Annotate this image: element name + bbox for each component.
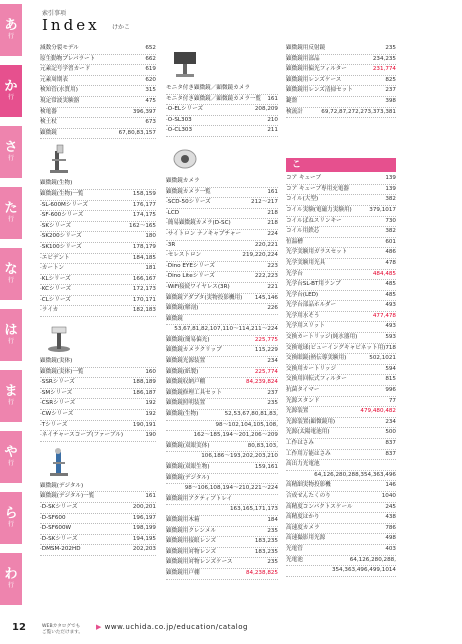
index-entry: ·SL-600Mシリーズ 176,177 xyxy=(40,201,156,212)
index-entry: 工作はさみ 837 xyxy=(286,439,396,450)
index-entry: ·SCD-50シリーズ 212〜217 xyxy=(166,198,278,209)
index-entry: 顕微鏡(生物) xyxy=(40,179,156,190)
index-entry: ·Dino Liteシリーズ 222,223 xyxy=(166,272,278,283)
index-entry: 光学用水そう 477,478 xyxy=(286,312,396,323)
index-entry-pages: 64,126,280,288,354,363,496 xyxy=(286,471,396,482)
index-entry: ·O-SL303 210 xyxy=(166,116,278,127)
index-entry: 顕微鏡(双眼生物) 159,161 xyxy=(166,463,278,474)
index-entry: 顕微鏡照明装置 235 xyxy=(166,399,278,410)
index-entry: 光源(太陽電池用) 500 xyxy=(286,428,396,439)
index-entry: 顕微鏡(紙製) 225,774 xyxy=(166,368,278,379)
index-entry-pages: 162〜185,194〜201,206〜209 xyxy=(166,431,278,442)
index-entry: 光学台 484,485 xyxy=(286,270,396,281)
index-entry: 顕微鏡 67,80,83,157 xyxy=(40,129,156,140)
index-entry: ·簡易顕微鏡カメラ(D-SC) 218 xyxy=(166,219,278,230)
index-entry: 交換用回転式フィルター 815 xyxy=(286,375,396,386)
index-entry: 顕微鏡用部品 234,235 xyxy=(286,55,396,66)
index-entry: 光源スタンド 77 xyxy=(286,397,396,408)
index-entry: 高速度カメラ 786 xyxy=(286,524,396,535)
index-entry: 高速撮影用光源 498 xyxy=(286,534,396,545)
index-entry: 顕微鏡用クレンメル 235 xyxy=(166,527,278,538)
index-entry: 抗菌タイマー 996 xyxy=(286,386,396,397)
index-entry: 光学用スリット 493 xyxy=(286,322,396,333)
index-entry: モニタ付き顕微鏡／顕微鏡カメラ一覧 161 xyxy=(166,95,278,106)
index-entry: 減数分裂モデル 652 xyxy=(40,44,156,55)
index-entry: ·Dino EYEシリーズ 223 xyxy=(166,262,278,273)
index-entry: ·CSRシリーズ 192 xyxy=(40,399,156,410)
index-entry: 光学実験用ガラスセット 486 xyxy=(286,248,396,259)
index-entry: 高出力光電池 xyxy=(286,460,396,471)
kana-tab-4[interactable]: な 行 xyxy=(0,248,22,300)
index-entry: 顕微鏡用レンズケース 825 xyxy=(286,76,396,87)
index-entry: ·D-SKシリーズ 200,201 xyxy=(40,503,156,514)
index-entry: ·WiFi接続ワイヤレス(3R) 221 xyxy=(166,283,278,294)
index-entry: 交換眼鏡(熱伝導実験用) 502,1021 xyxy=(286,354,396,365)
arrow-icon: ▶ xyxy=(96,623,102,631)
index-entry: 高精度はかり 438 xyxy=(286,513,396,524)
index-entry: ·DMSM-202HD 202,203 xyxy=(40,545,156,556)
microscope-biological-image xyxy=(44,143,74,175)
index-entry: ·CWシリーズ 192 xyxy=(40,410,156,421)
index-entry: 高精度コンパクトスケール 245 xyxy=(286,503,396,514)
index-entry: ·O-CL303 211 xyxy=(166,126,278,137)
index-entry: 元素周期表 620 xyxy=(40,76,156,87)
microscope-camera-image xyxy=(170,141,200,173)
index-entry: 検流計 69,72,87,272,273,373,381 xyxy=(286,108,396,119)
microscope-digital-image xyxy=(44,446,74,478)
index-entry: ·O-ELシリーズ 208,209 xyxy=(166,105,278,116)
index-entry-pages: 53,67,81,82,107,110〜114,211〜224 xyxy=(166,325,278,336)
product-image-placeholder xyxy=(290,122,320,154)
index-entry: 現定常波実験器 475 xyxy=(40,97,156,108)
index-entry: 顕微鏡(デジタル)一覧 161 xyxy=(40,492,156,503)
index-entry: 顕微鏡(実体)一覧 160 xyxy=(40,368,156,379)
index-entry: 交換カートリッジ(純水器用) 593 xyxy=(286,333,396,344)
index-entry: ·ライカ 182,183 xyxy=(40,306,156,317)
kana-tab-0[interactable]: あ 行 xyxy=(0,4,22,56)
index-entry: 顕微鏡用対物レンズ 183,235 xyxy=(166,548,278,559)
page-number: 12 xyxy=(12,622,26,633)
kana-tab-3[interactable]: た 行 xyxy=(0,187,22,239)
index-entry: 顕微鏡用反射鏡 235 xyxy=(286,44,396,55)
index-entry: ·サイトロン ナノキャプチャー 224 xyxy=(166,230,278,241)
footer-note: WEBカタログでも ご覧いただけます。 xyxy=(42,624,83,635)
index-entry: 顕微鏡用偏光フィルター 231,774 xyxy=(286,65,396,76)
index-entry: 顕微鏡用木箱 184 xyxy=(166,516,278,527)
index-entry: 顕微鏡用対物レンズケース 235 xyxy=(166,558,278,569)
index-entry: ·SF-600シリーズ 174,175 xyxy=(40,211,156,222)
kana-tab-7[interactable]: や 行 xyxy=(0,431,22,483)
index-entry: 顕微鏡用レンズ清掃セット 237 xyxy=(286,86,396,97)
index-entry: 光源装置(顕微鏡用) 234 xyxy=(286,418,396,429)
index-entry: ·3R 220,221 xyxy=(166,241,278,252)
index-entry: 顕微鏡アダプタ(実物投影機用) 145,146 xyxy=(166,294,278,305)
index-entry: ·SK100シリーズ 178,179 xyxy=(40,243,156,254)
index-entry: 顕微鏡用接眼レンズ 183,235 xyxy=(166,537,278,548)
index-entry-pages: 98〜102,104,105,108, xyxy=(166,421,278,432)
index-entry: ·SSRシリーズ 188,189 xyxy=(40,378,156,389)
index-entry: 光源装置 479,480,482 xyxy=(286,407,396,418)
index-entry: コイル(大型) 382 xyxy=(286,195,396,206)
index-entry: 顕微鏡収納戸棚 84,239,824 xyxy=(166,378,278,389)
index-entry: 光学台SL-BT用ランプ 485 xyxy=(286,280,396,291)
index-entry: 合成せんたくのり 1040 xyxy=(286,492,396,503)
index-entry: 顕微鏡(双眼実体) 80,83,103, xyxy=(166,442,278,453)
index-entry: 顕微鏡(生物) 52,53,67,80,81,83, xyxy=(166,410,278,421)
index-entry: 元素記号学習カード 619 xyxy=(40,65,156,76)
index-entry: コイル実験(電磁力実験用) 379,1017 xyxy=(286,206,396,217)
index-entry: 鍵盤 398 xyxy=(286,97,396,108)
index-entry: 顕微鏡用アクティブトレイ xyxy=(166,495,278,506)
index-entry: コイルばねスリンキー 730 xyxy=(286,217,396,228)
index-entry: 顕微鏡(デジタル) xyxy=(166,474,278,485)
index-entry: 顕微鏡(解剖) 226 xyxy=(166,304,278,315)
kana-tab-5[interactable]: は 行 xyxy=(0,309,22,361)
index-entry: 顕微鏡(生物)一覧 158,159 xyxy=(40,190,156,201)
index-entry: 工作用万能はさみ 837 xyxy=(286,450,396,461)
index-entry: 高精細実物投影機 146 xyxy=(286,481,396,492)
kana-tab-9[interactable]: わ 行 xyxy=(0,553,22,605)
index-entry: 顕微鏡カメラクリップ 115,229 xyxy=(166,346,278,357)
index-entry: 光学台部品ホルダー 493 xyxy=(286,301,396,312)
index-column-2 xyxy=(166,44,278,580)
monitor-microscope-image xyxy=(170,48,200,80)
index-entry: 光学台(LED) 485 xyxy=(286,291,396,302)
index-entry: 原生動物プレパラート 662 xyxy=(40,55,156,66)
index-entry: ·D-SF600W 198,199 xyxy=(40,524,156,535)
index-entry-pages: 106,186〜193,202,203,210 xyxy=(166,452,278,463)
index-entry: ·D-SF600 196,197 xyxy=(40,514,156,525)
index-column-1 xyxy=(40,44,156,556)
index-entry: コイル用鉄芯 382 xyxy=(286,227,396,238)
index-entry: ·KCシリーズ 172,173 xyxy=(40,285,156,296)
index-entry-pages: 163,165,171,173 xyxy=(166,505,278,516)
index-entry: 恒温槽 601 xyxy=(286,238,396,249)
index-entry: 検電器 396,397 xyxy=(40,108,156,119)
kana-tab-1[interactable]: か 行 xyxy=(0,65,22,117)
index-entry: ·エビデント 184,185 xyxy=(40,254,156,265)
index-entry: ·KLシリーズ 166,167 xyxy=(40,275,156,286)
index-entry: ·LCD 218 xyxy=(166,209,278,220)
index-entry: 顕微鏡修理工具セット 237 xyxy=(166,389,278,400)
microscope-stereo-image xyxy=(44,321,74,353)
index-entry: 顕微鏡カメラ xyxy=(166,177,278,188)
index-entry-pages: 98〜106,108,194〜210,221〜224 xyxy=(166,484,278,495)
index-entry: 顕微鏡(デジタル) xyxy=(40,482,156,493)
kana-tab-2[interactable]: さ 行 xyxy=(0,126,22,178)
index-entry: ·カートン 181 xyxy=(40,264,156,275)
index-entry: 光電管 403 xyxy=(286,545,396,556)
index-entry: 顕微鏡(簡易偏光) 225,775 xyxy=(166,336,278,347)
header-small-label: 索引事項 xyxy=(42,10,67,17)
index-entry: ·SKシリーズ 162〜165 xyxy=(40,222,156,233)
index-entry: 光電池 64,126,280,288, xyxy=(286,556,396,567)
index-entry: 検知管(水質用) 315 xyxy=(40,86,156,97)
index-entry: ·SK200シリーズ 180 xyxy=(40,232,156,243)
section-heading-ko: こ xyxy=(286,158,396,172)
index-entry: 検土杖 673 xyxy=(40,118,156,129)
index-entry: ·セレストロン 219,220,224 xyxy=(166,251,278,262)
index-entry: 光学実験用光具 478 xyxy=(286,259,396,270)
index-entry: 顕微鏡(実体) xyxy=(40,357,156,368)
index-entry: モニタ付き顕微鏡／顕微鏡カメラ xyxy=(166,84,278,95)
index-entry: 交換用カートリッジ 594 xyxy=(286,365,396,376)
kana-tab-6[interactable]: ま 行 xyxy=(0,370,22,422)
page-footer xyxy=(0,618,462,644)
index-title: Index xyxy=(42,16,100,34)
catalog-url-link[interactable]: ▶ www.uchida.co.jp/education/catalog xyxy=(96,623,248,631)
index-entry: ·CLシリーズ 170,171 xyxy=(40,296,156,307)
kana-tab-strip xyxy=(0,0,22,612)
index-entry: 顕微鏡用戸棚 84,238,825 xyxy=(166,569,278,580)
index-entry: 顕微鏡光源装置 234 xyxy=(166,357,278,368)
index-entry: ·Tシリーズ 190,191 xyxy=(40,421,156,432)
index-entry: 顕微鏡カメラ一覧 161 xyxy=(166,188,278,199)
index-subtitle: けかこ xyxy=(112,24,131,31)
index-entry: ·ネイチャースコープ(ファーブル) 190 xyxy=(40,431,156,442)
index-entry: ·SMシリーズ 186,187 xyxy=(40,389,156,400)
kana-tab-8[interactable]: ら 行 xyxy=(0,492,22,544)
index-entry-pages: 354,363,496,499,1014 xyxy=(286,566,396,577)
index-entry: コア キューブ専用充電器 139 xyxy=(286,185,396,196)
index-entry: 顕微鏡 xyxy=(166,315,278,326)
index-entry: ·D-SKシリーズ 194,195 xyxy=(40,535,156,546)
index-entry: コア キューブ 139 xyxy=(286,174,396,185)
index-column-3 xyxy=(286,44,396,577)
index-entry: 交換電球(ビューイングキャビネット用) 718 xyxy=(286,344,396,355)
